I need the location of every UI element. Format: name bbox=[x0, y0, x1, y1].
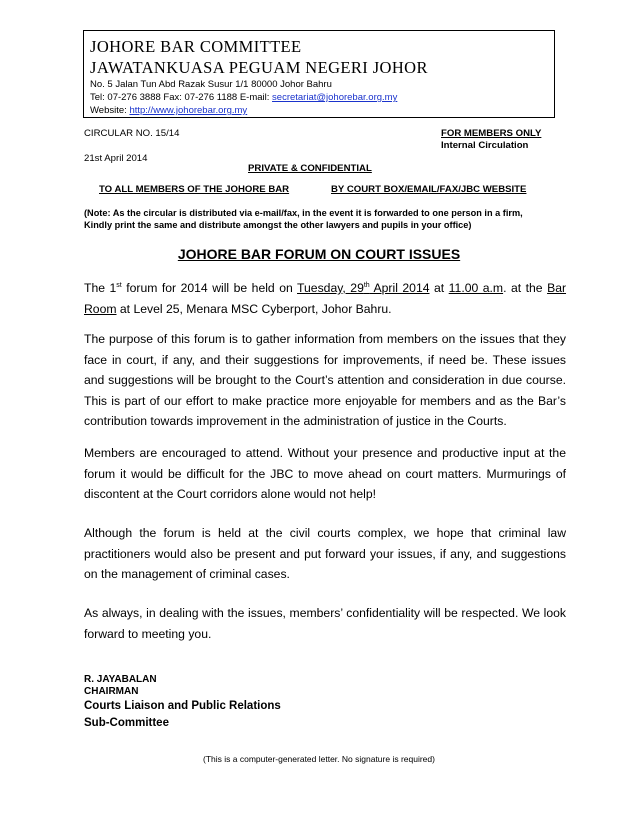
committee-name-line-2: Sub-Committee bbox=[84, 717, 169, 729]
footer-note: (This is a computer-generated letter. No signature is required) bbox=[203, 754, 435, 764]
forum-venue: Bar Room bbox=[84, 281, 567, 316]
letterhead-contact bbox=[90, 91, 554, 104]
website-link[interactable]: http://www.johorebar.org.my bbox=[129, 105, 248, 116]
committee-name-line-1: Courts Liaison and Public Relations bbox=[84, 700, 281, 712]
signatory-name: R. JAYABALAN bbox=[84, 674, 157, 685]
body-paragraph: Although the forum is held at the civil courts complex, we hope that criminal law practitioners would also be present and put forward your issues, if any, and suggestions on the management of criminal cases. bbox=[84, 526, 566, 581]
letterhead bbox=[83, 30, 555, 118]
email-link[interactable]: secretariat@johorebar.org.my bbox=[272, 92, 398, 103]
note-line-1: (Note: As the circular is distributed via e-mail/fax, in the event it is forwarded to one person in a firm, bbox=[84, 208, 523, 218]
website-label: Website: bbox=[90, 105, 130, 116]
ordinal-suffix-1: st bbox=[116, 281, 122, 289]
letterhead-website bbox=[90, 104, 554, 117]
circular-number: CIRCULAR NO. 15/14 bbox=[84, 128, 180, 139]
recipient-line: TO ALL MEMBERS OF THE JOHORE BAR bbox=[99, 184, 290, 195]
forum-text-2: forum for 2014 will be held on bbox=[121, 281, 298, 295]
forum-time: 11.00 a.m bbox=[448, 281, 504, 295]
letterhead-address: No. 5 Jalan Tun Abd Razak Susur 1/1 80000 Johor Bahru bbox=[90, 79, 332, 90]
forum-text-5: at Level 25, Menara MSC Cyberport, Johor Bahru. bbox=[116, 301, 392, 316]
contact-text: Tel: 07-276 3888 Fax: 07-276 1188 E-mail: bbox=[90, 92, 273, 103]
body-paragraph: Members are encouraged to attend. Without your presence and productive input at the forum it would be difficult for the JBC to move ahead on court matters. Murmurings of discontent at the Court corridors alone would not help! bbox=[84, 446, 566, 501]
document-title: JOHORE BAR FORUM ON COURT ISSUES bbox=[177, 246, 461, 262]
body-paragraph: As always, in dealing with the issues, members’ confidentiality will be respected. We look forward to meeting you. bbox=[84, 606, 566, 641]
delivery-method: BY COURT BOX/EMAIL/FAX/JBC WEBSITE bbox=[331, 184, 527, 195]
note-line-2: Kindly print the same and distribute amongst the other lawyers and pupils in your office) bbox=[84, 220, 472, 230]
forum-date-rest: April 2014 bbox=[369, 281, 430, 295]
audience-label: FOR MEMBERS ONLY bbox=[441, 128, 542, 139]
circulation-label: Internal Circulation bbox=[441, 140, 529, 151]
forum-text-3: at bbox=[429, 281, 449, 295]
letterhead-title-en: JOHORE BAR COMMITTEE bbox=[90, 37, 302, 56]
signature-block bbox=[84, 674, 281, 732]
body-paragraph: The purpose of this forum is to gather information from members on the issues that they face in court, if any, and their suggestions for improvements, if need be. These issues and suggestions will be brought to the Court’s attention and consideration in due course. This is part of our effort to make practice more enjoyable for members and as the Bar’s contribution towards improvement in the administration of justice in the Courts. bbox=[84, 332, 566, 428]
signatory-role: CHAIRMAN bbox=[84, 686, 139, 697]
forum-text-1: The 1 bbox=[84, 281, 117, 295]
forum-text-4: . at the bbox=[503, 281, 548, 295]
forum-date bbox=[297, 281, 429, 295]
letterhead-title-ms: JAWATANKUASA PEGUAM NEGERI JOHOR bbox=[90, 58, 428, 77]
forum-date-day: Tuesday, 29 bbox=[297, 281, 364, 295]
ordinal-suffix-2: th bbox=[363, 281, 370, 289]
circular-date: 21st April 2014 bbox=[84, 153, 148, 164]
classification-label: PRIVATE & CONFIDENTIAL bbox=[248, 163, 372, 174]
forum-details-paragraph bbox=[84, 278, 566, 319]
